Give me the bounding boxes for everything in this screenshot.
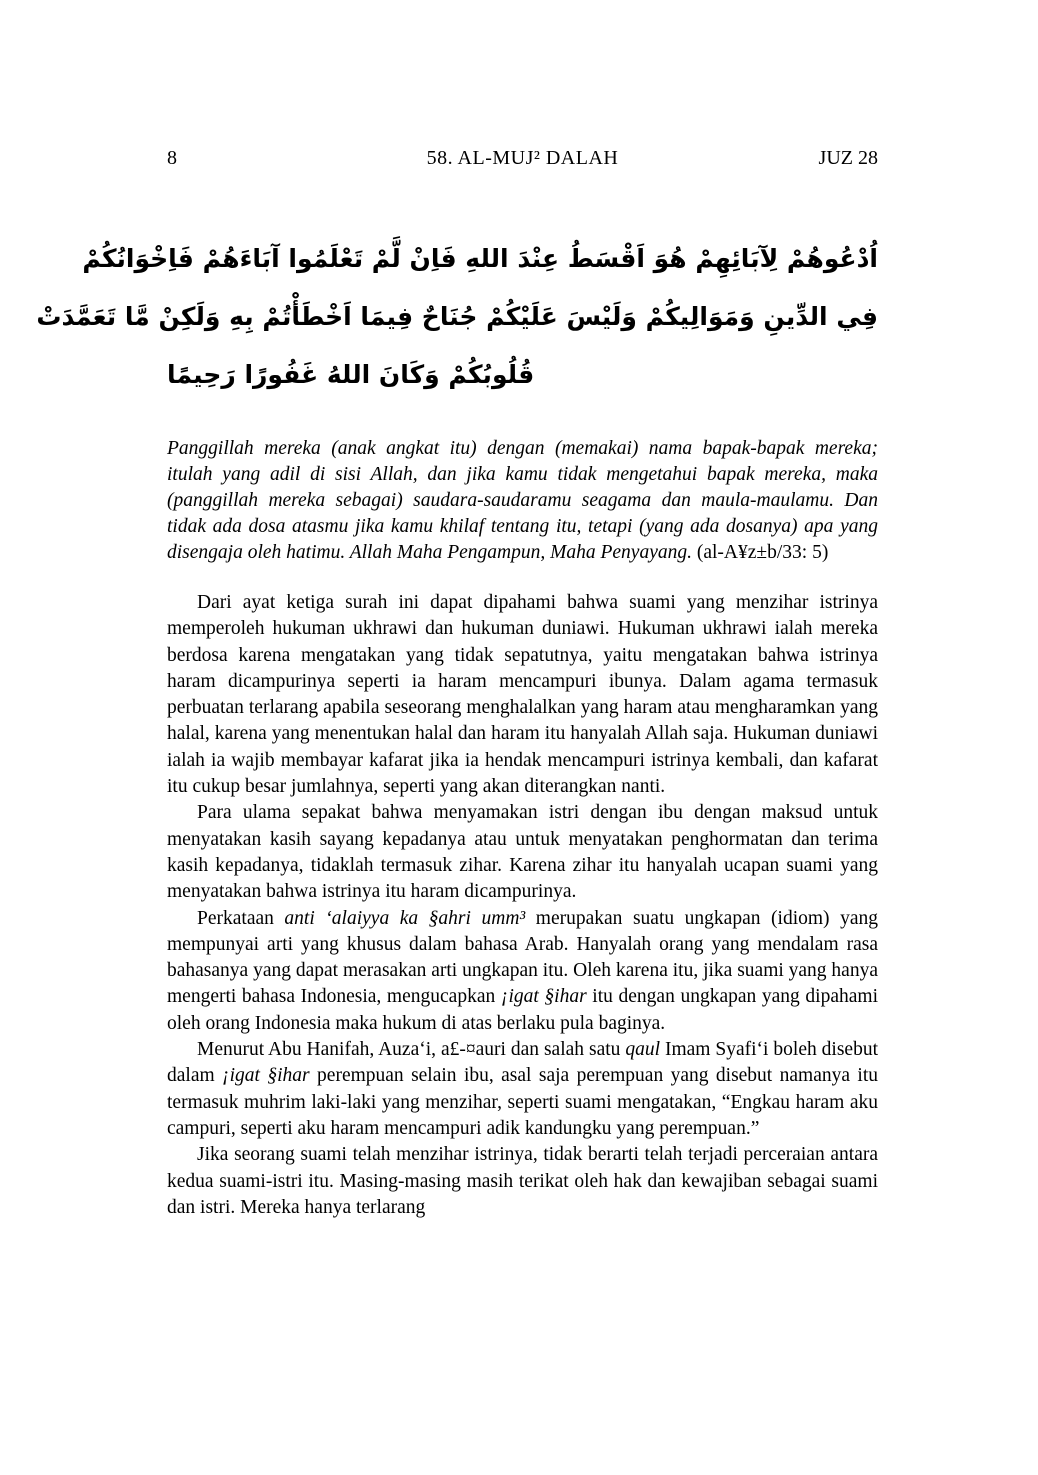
text-run-italic: ¡igat §ihar — [500, 986, 587, 1008]
arabic-verse-line: قُلُوبُكُمْ وَكَانَ اللهُ غَفُورًا رَحِيمًا — [167, 360, 535, 389]
arabic-verse-line: اُدْعُوهُمْ لِآبَائِهِمْ هُوَ اَقْسَطُ عِنْدَ اللهِ فَاِنْ لَّمْ تَعْلَمُوا آبَاءَهُمْ فَاِخْوَانُكُمْ — [82, 244, 878, 273]
page-number: 8 — [167, 147, 177, 169]
text-run-italic: qaul — [625, 1039, 661, 1061]
arabic-verse-line: فِي الدِّينِ وَمَوَالِيكُمْ وَلَيْسَ عَلَيْكُمْ جُنَاحٌ فِيمَا اَخْطَأْتُمْ بِهِ وَلَكِنْ مَّا تَعَمَّدَتْ — [36, 302, 878, 331]
juz-label: JUZ 28 — [818, 147, 878, 169]
text-run-italic: anti ‘alaiyya ka §ahri umm³ — [284, 907, 526, 929]
text-run: merupakan suatu ungkapan (idiom) yang mempunyai arti yang khusus dalam bahasa Arab. Hanyalah orang yang mendalam rasa bahasanya yang dapat merasakan arti ungkapan itu. Oleh karena itu, jika suami yang hanya mengerti bahasa Indonesia, mengucapkan — [167, 907, 878, 1008]
text-run: Imam Syafi‘i boleh disebut dalam — [167, 1039, 878, 1087]
paragraph-ulama-sepakat: Para ulama sepakat bahwa menyamakan istri dengan ibu dengan maksud untuk menyatakan kasih sayang kepadanya atau untuk menyatakan penghormatan dan terima kasih kepadanya, tidaklah termasuk zihar. Karena zihar itu hanyalah ucapan suami yang menyatakan bahwa istrinya itu haram dicampurinya. — [167, 802, 878, 903]
text-run: Menurut Abu Hanifah, Auza‘i, a£-¤auri dan salah satu — [197, 1039, 626, 1061]
verse-translation — [167, 436, 878, 566]
text-run: itu dengan ungkapan yang dipahami oleh orang Indonesia maka hukum di atas berlaku pula baginya. — [167, 986, 878, 1034]
text-run: perempuan selain ibu, asal saja perempuan yang disebut namanya itu termasuk muhrim laki-laki yang menzihar, seperti suami mengatakan, “Engkau haram aku campuri, seperti aku haram mencampuri adik kandungku yang perempuan.” — [167, 1065, 878, 1139]
paragraph-zihar-perceraian: Jika seorang suami telah menzihar istrinya, tidak berarti telah terjadi perceraian antara kedua suami-istri itu. Masing-masing masih terikat oleh hak dan kewajiban sebagai suami dan istri. Mereka hanya terlarang — [167, 1144, 878, 1218]
text-run-italic: ¡igat §ihar — [222, 1065, 310, 1087]
verse-reference: (al-A¥z±b/33: 5) — [696, 542, 829, 563]
paragraph-idiom — [167, 906, 878, 1037]
text-run: Perkataan — [197, 907, 285, 929]
commentary-body — [167, 590, 878, 1221]
paragraph-abu-hanifah — [167, 1037, 878, 1142]
arabic-verse — [36, 230, 878, 404]
page-header — [167, 146, 878, 170]
paragraph-hukuman: Dari ayat ketiga surah ini dapat dipahami bahwa suami yang menzihar istrinya memperoleh hukuman ukhrawi dan hukuman duniawi. Hukuman ukhrawi ialah mereka berdosa karena mengatakan yang tidak sepatutnya, yaitu mengatakan bahwa istrinya haram dicampurinya seperti ia haram mencampuri ibunya. Dalam agama termasuk perbuatan terlarang apabila seseorang menghalalkan yang haram atau mengharamkan yang halal, karena yang menentukan halal dan haram itu hanyalah Allah saja. Hukuman duniawi ialah ia wajib membayar kafarat jika ia hendak mencampuri istrinya kembali, dan kafarat itu cukup besar jumlahnya, seperti yang akan diterangkan nanti. — [167, 592, 878, 798]
chapter-title: 58. AL-MUJ² DALAH — [426, 147, 619, 169]
translation-text: Panggillah mereka (anak angkat itu) dengan (memakai) nama bapak-bapak mereka; itulah yang adil di sisi Allah, dan jika kamu tidak mengetahui bapak mereka, maka (panggillah mereka sebagai) saudara-saudaramu seagama dan maula-maulamu. Dan tidak ada dosa atasmu jika kamu khilaf tentang itu, tetapi (yang ada dosanya) apa yang disengaja oleh hatimu. Allah Maha Pengampun, Maha Penyayang. — [167, 438, 878, 563]
